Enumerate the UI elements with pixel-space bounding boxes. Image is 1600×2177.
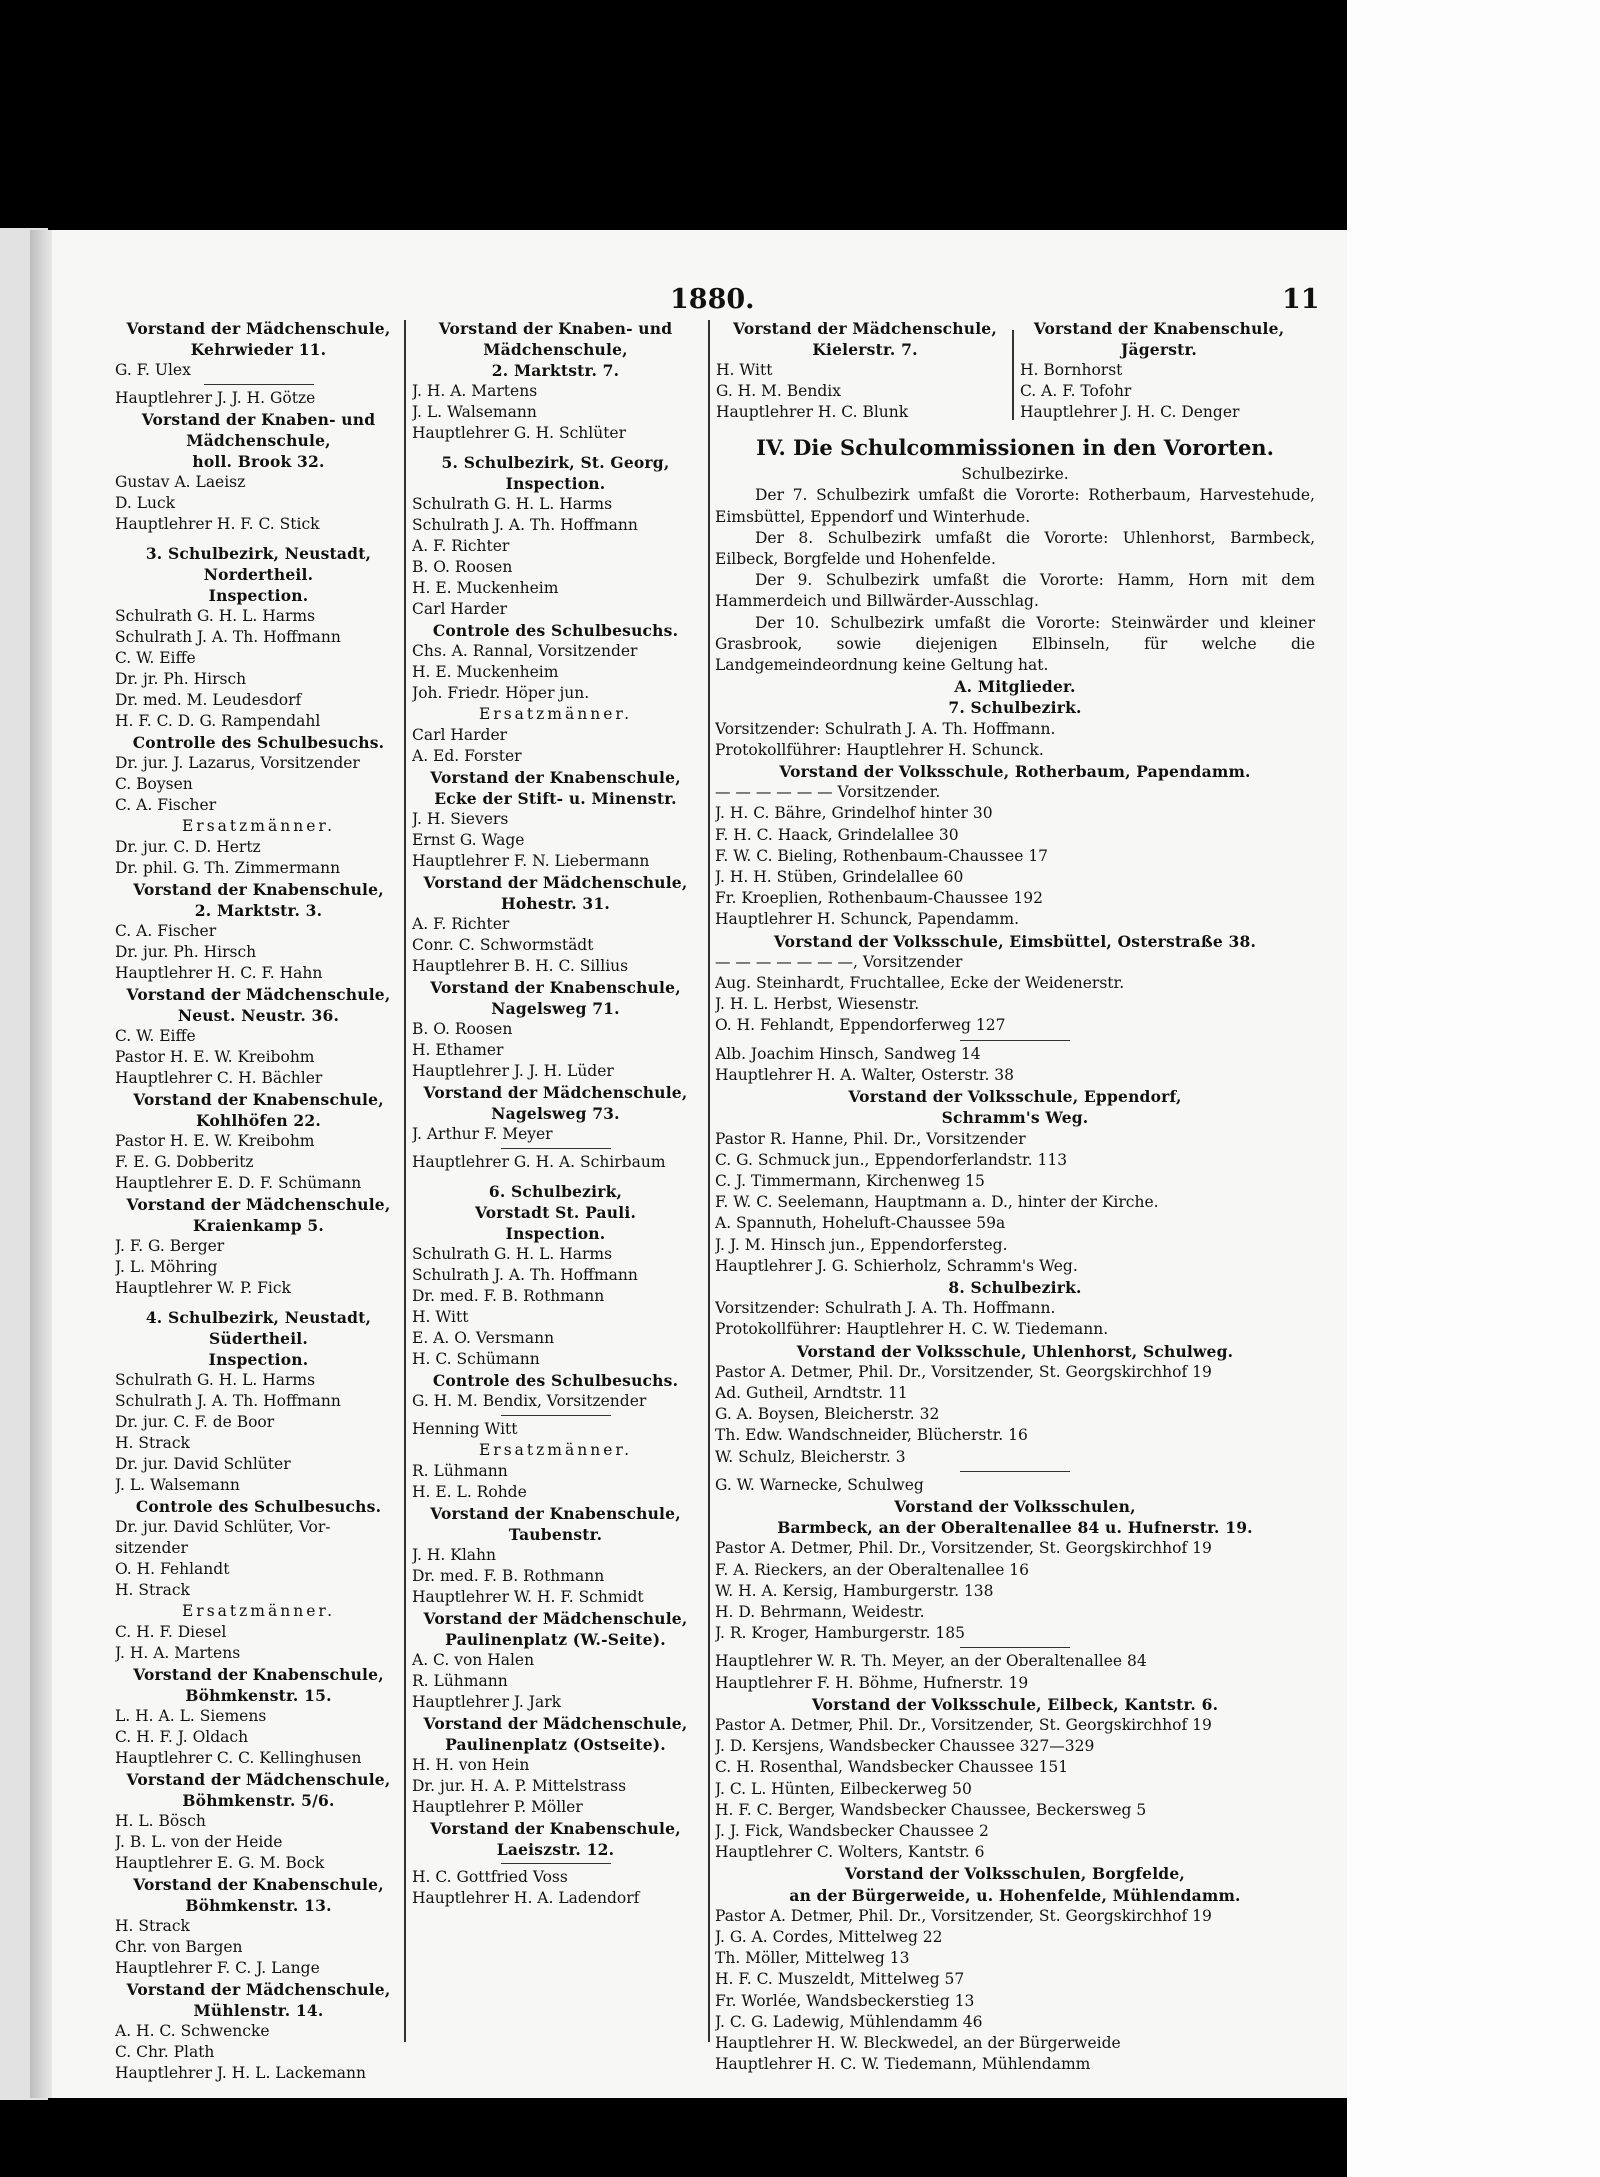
entry-line: B. O. Roosen — [412, 1020, 513, 1038]
section-heading: Inspection. — [208, 586, 309, 605]
entry-line: Hauptlehrer B. H. C. Sillius — [412, 957, 629, 975]
entry-line: Fr. Worlée, Wandsbeckerstieg 13 — [715, 1991, 975, 2010]
section-heading: Laeiszstr. 12. — [496, 1840, 615, 1859]
entry-line: O. H. Fehlandt — [115, 1560, 230, 1578]
entry-line: J. D. Kersjens, Wandsbecker Chaussee 327—329 — [715, 1737, 1095, 1756]
subheading: Ersatzmänner. — [181, 1602, 336, 1620]
entry-line: Fr. Kroeplien, Rothenbaum-Chaussee 192 — [715, 889, 1043, 908]
column-4 — [1020, 318, 1298, 423]
entry-line: Conr. C. Schwormstädt — [412, 936, 594, 954]
section-heading: Schramm's Weg. — [941, 1108, 1089, 1128]
entry-line: J. L. Walsemann — [115, 1476, 240, 1494]
entry-line: W. Schulz, Bleicherstr. 3 — [715, 1447, 906, 1466]
entry-line: Hauptlehrer G. H. A. Schirbaum — [412, 1153, 666, 1171]
entry-line: F. E. G. Dobberitz — [115, 1153, 254, 1171]
entry-line: — — — — — — Vorsitzender. — [715, 783, 941, 802]
section-heading: Vorstand der Volksschule, Eppendorf, — [848, 1087, 1182, 1107]
entry-line: Dr. jur. C. F. de Boor — [115, 1413, 275, 1431]
section-heading: Kohlhöfen 22. — [196, 1111, 321, 1130]
paragraph: Der 9. Schulbezirk umfaßt die Vororte: Hamm, Horn mit dem Hammerdeich und Billwärder-Ausschlag. — [715, 571, 1315, 611]
section-heading: Vorstand der Volksschule, Uhlenhorst, Schulweg. — [796, 1341, 1234, 1361]
entry-line: E. A. O. Versmann — [412, 1329, 555, 1347]
column-divider — [404, 320, 406, 2042]
section-heading: Vorstand der Knaben- und — [141, 410, 376, 429]
entry-line: J. C. L. Hünten, Eilbeckerweg 50 — [715, 1779, 972, 1798]
entry-line: H. H. von Hein — [412, 1756, 530, 1774]
entry-line: Dr. jur. Ph. Hirsch — [115, 943, 257, 961]
entry-line: C. A. Fischer — [115, 922, 217, 940]
section-heading: Vorstand der Knabenschule, — [133, 1875, 384, 1894]
entry-line: sitzender — [115, 1539, 188, 1557]
section-heading: Controlle des Schulbesuchs. — [132, 733, 385, 752]
section-heading: Nordertheil. — [203, 565, 314, 584]
section-heading: Vorstand der Volksschule, Rotherbaum, Papendamm. — [779, 762, 1251, 782]
section-heading: Controle des Schulbesuchs. — [135, 1497, 382, 1516]
entry-line: Pastor A. Detmer, Phil. Dr., Vorsitzender, St. Georgskirchhof 19 — [715, 1362, 1212, 1381]
entry-line: J. C. G. Ladewig, Mühlendamm 46 — [715, 2012, 983, 2031]
entry-line: — — — — — — —, Vorsitzender — [715, 952, 963, 971]
section-heading: Vorstand der Mädchenschule, — [423, 1083, 688, 1102]
entry-line: H. Strack — [115, 1434, 190, 1452]
spacer — [412, 444, 699, 452]
entry-line: Dr. jur. David Schlüter — [115, 1455, 291, 1473]
entry-line: Schulrath G. H. L. Harms — [115, 607, 316, 625]
section-heading: Vorstand der Knabenschule, — [430, 1504, 681, 1523]
section-heading: Taubenstr. — [508, 1525, 603, 1544]
entry-line: Hauptlehrer H. C. W. Tiedemann, Mühlendamm — [715, 2055, 1091, 2074]
section-heading: Böhmkenstr. 5/6. — [182, 1791, 335, 1810]
section-heading: Vorstand der Mädchenschule, — [126, 1770, 391, 1789]
entry-line: H. C. Schümann — [412, 1350, 540, 1368]
section-heading: 4. Schulbezirk, Neustadt, — [145, 1308, 372, 1327]
entry-line: Vorsitzender: Schulrath J. A. Th. Hoffmann. — [715, 1299, 1056, 1318]
section-heading: Paulinenplatz (Ostseite). — [445, 1735, 666, 1754]
section-heading: Böhmkenstr. 13. — [185, 1896, 332, 1915]
entry-line: C. H. F. Diesel — [115, 1623, 227, 1641]
entry-line: Protokollführer: Hauptlehrer H. C. W. Tiedemann. — [715, 1320, 1109, 1339]
section-heading: Vorstand der Volksschulen, — [894, 1496, 1136, 1516]
spacer — [115, 1299, 402, 1307]
section-heading: Nagelsweg 73. — [491, 1104, 620, 1123]
section-heading: Vorstand der Knabenschule, — [133, 1090, 384, 1109]
section-heading: Controle des Schulbesuchs. — [432, 1371, 679, 1390]
entry-line: Chs. A. Rannal, Vorsitzender — [412, 642, 638, 660]
entry-line: Hauptlehrer C. Wolters, Kantstr. 6 — [715, 1843, 985, 1862]
entry-line: C. W. Eiffe — [115, 649, 196, 667]
entry-line: Hauptlehrer J. J. H. Götze — [115, 389, 316, 407]
entry-line: H. F. C. Berger, Wandsbecker Chaussee, Beckersweg 5 — [715, 1800, 1147, 1819]
page-number: 11 — [1282, 284, 1320, 315]
entry-line: Dr. jur. J. Lazarus, Vorsitzender — [115, 754, 360, 772]
entry-line: J. H. Klahn — [412, 1546, 496, 1564]
entry-line: Henning Witt — [412, 1420, 518, 1438]
column-divider — [708, 320, 710, 2042]
entry-line: Hauptlehrer F. C. J. Lange — [115, 1959, 320, 1977]
scan-margin — [1347, 0, 1600, 2177]
section-heading: Böhmkenstr. 15. — [185, 1686, 332, 1705]
entry-line: H. E. Muckenheim — [412, 579, 559, 597]
section-heading: Kielerstr. 7. — [812, 340, 918, 359]
entry-line: Hauptlehrer E. D. F. Schümann — [115, 1174, 362, 1192]
entry-line: Hauptlehrer P. Möller — [412, 1798, 583, 1816]
entry-line: O. H. Fehlandt, Eppendorferweg 127 — [715, 1016, 1006, 1035]
entry-line: J. Arthur F. Meyer — [412, 1125, 553, 1143]
entry-line: C. A. F. Tofohr — [1020, 382, 1132, 400]
entry-line: F. H. C. Haack, Grindelallee 30 — [715, 825, 959, 844]
section-iv — [715, 433, 1315, 2075]
section-heading: Vorstand der Knabenschule, — [1033, 319, 1285, 338]
separator-rule — [960, 1647, 1070, 1648]
entry-line: H. E. L. Rohde — [412, 1483, 527, 1501]
entry-line: Alb. Joachim Hinsch, Sandweg 14 — [715, 1044, 981, 1063]
entry-line: J. J. M. Hinsch jun., Eppendorfersteg. — [715, 1235, 1008, 1254]
section-heading: Vorstand der Volksschule, Eimsbüttel, Osterstraße 38. — [773, 931, 1257, 951]
entry-line: Pastor R. Hanne, Phil. Dr., Vorsitzender — [715, 1129, 1026, 1148]
entry-line: Schulrath G. H. L. Harms — [412, 495, 613, 513]
entry-line: Pastor A. Detmer, Phil. Dr., Vorsitzender, St. Georgskirchhof 19 — [715, 1906, 1212, 1925]
section-heading: Vorstand der Knabenschule, — [430, 768, 681, 787]
entry-line: J. G. A. Cordes, Mittelweg 22 — [715, 1928, 943, 1947]
entry-line: Schulrath G. H. L. Harms — [115, 1371, 316, 1389]
entry-line: F. W. C. Bieling, Rothenbaum-Chaussee 17 — [715, 846, 1049, 865]
section-heading: Vorstand der Knabenschule, — [430, 1819, 681, 1838]
entry-line: F. W. C. Seelemann, Hauptmann a. D., hinter der Kirche. — [715, 1193, 1159, 1212]
section-heading: Vorstand der Mädchenschule, — [423, 1609, 688, 1628]
entry-line: A. Spannuth, Hoheluft-Chaussee 59a — [715, 1214, 1006, 1233]
entry-line: G. A. Boysen, Bleicherstr. 32 — [715, 1405, 940, 1424]
section-heading: Jägerstr. — [1120, 340, 1198, 359]
entry-line: C. H. F. J. Oldach — [115, 1728, 249, 1746]
chapter-title: IV. Die Schulcommissionen in den Vororten. — [756, 435, 1274, 460]
entry-line: Hauptlehrer W. H. F. Schmidt — [412, 1588, 644, 1606]
entry-line: H. Witt — [412, 1308, 469, 1326]
entry-line: C. Chr. Plath — [115, 2043, 215, 2061]
section-heading: Vorstand der Volksschule, Eilbeck, Kantstr. 6. — [811, 1694, 1219, 1714]
entry-line: Schulrath G. H. L. Harms — [412, 1245, 613, 1263]
entry-line: A. F. Richter — [412, 915, 510, 933]
entry-line: J. H. C. Bähre, Grindelhof hinter 30 — [715, 804, 993, 823]
entry-line: J. J. Fick, Wandsbecker Chaussee 2 — [715, 1822, 989, 1840]
section-heading: 2. Marktstr. 3. — [194, 901, 323, 920]
entry-line: Pastor H. E. W. Kreibohm — [115, 1048, 315, 1066]
section-heading: Kehrwieder 11. — [190, 340, 327, 359]
section-heading: Inspection. — [505, 1224, 606, 1243]
entry-line: C. G. Schmuck jun., Eppendorferlandstr. 113 — [715, 1150, 1068, 1169]
entry-line: Th. Möller, Mittelweg 13 — [715, 1949, 910, 1968]
section-heading: Hohestr. 31. — [501, 894, 610, 913]
entry-line: J. L. Walsemann — [412, 403, 537, 421]
entry-line: L. H. A. L. Siemens — [115, 1707, 267, 1725]
entry-line: Dr. jur. H. A. P. Mittelstrass — [412, 1777, 627, 1795]
entry-line: Carl Harder — [412, 600, 508, 618]
entry-line: Hauptlehrer H. C. Blunk — [716, 403, 909, 421]
entry-line: Ernst G. Wage — [412, 831, 525, 849]
entry-line: A. C. von Halen — [412, 1651, 535, 1669]
entry-line: Aug. Steinhardt, Fruchtallee, Ecke der Weidenerstr. — [715, 974, 1125, 993]
entry-line: Pastor A. Detmer, Phil. Dr., Vorsitzender, St. Georgskirchhof 19 — [715, 1715, 1212, 1734]
section-heading: 8. Schulbezirk. — [948, 1277, 1082, 1297]
entry-line: Th. Edw. Wandschneider, Blücherstr. 16 — [715, 1426, 1028, 1445]
section-heading: Vorstand der Knabenschule, — [430, 978, 681, 997]
entry-line: Dr. jur. David Schlüter, Vor- — [115, 1518, 331, 1536]
entry-line: H. L. Bösch — [115, 1812, 206, 1830]
entry-line: Pastor A. Detmer, Phil. Dr., Vorsitzender, St. Georgskirchhof 19 — [715, 1539, 1212, 1558]
entry-line: Hauptlehrer J. H. L. Lackemann — [115, 2064, 366, 2082]
entry-line: H. D. Behrmann, Weidestr. — [715, 1602, 925, 1621]
entry-line: Protokollführer: Hauptlehrer H. Schunck. — [715, 740, 1044, 759]
subheading: Ersatzmänner. — [478, 1441, 633, 1459]
section-heading: Mädchenschule, — [186, 431, 331, 450]
entry-line: Hauptlehrer H. W. Bleckwedel, an der Bürgerweide — [715, 2034, 1121, 2053]
entry-line: C. W. Eiffe — [115, 1027, 196, 1045]
entry-line: Carl Harder — [412, 726, 508, 744]
entry-line: Dr. med. F. B. Rothmann — [412, 1287, 605, 1305]
section-heading: 5. Schulbezirk, St. Georg, — [441, 453, 670, 472]
entry-line: A. F. Richter — [412, 537, 510, 555]
section-heading: Vorstand der Knaben- und — [438, 319, 673, 338]
section-heading: 7. Schulbezirk. — [948, 698, 1082, 718]
section-heading: 6. Schulbezirk, — [488, 1182, 623, 1201]
entry-line: Joh. Friedr. Höper jun. — [412, 684, 590, 702]
entry-line: Hauptlehrer H. Schunck, Papendamm. — [715, 910, 1020, 929]
separator-rule — [501, 1863, 611, 1864]
subheading: Ersatzmänner. — [181, 817, 336, 835]
entry-line: H. Bornhorst — [1020, 361, 1123, 379]
entry-line: C. J. Timmermann, Kirchenweg 15 — [715, 1171, 985, 1190]
entry-line: Schulrath J. A. Th. Hoffmann — [412, 1266, 638, 1284]
separator-rule — [204, 384, 314, 385]
paragraph: Der 8. Schulbezirk umfaßt die Vororte: Uhlenhorst, Barmbeck, Eilbeck, Borgfelde und Hohenfelde. — [715, 528, 1315, 569]
entry-line: W. H. A. Kersig, Hamburgerstr. 138 — [715, 1581, 994, 1600]
entry-line: Hauptlehrer G. H. Schlüter — [412, 424, 627, 442]
entry-line: Hauptlehrer H. C. F. Hahn — [115, 964, 323, 982]
section-heading: Mühlenstr. 14. — [193, 2001, 324, 2020]
section-heading: Ecke der Stift- u. Minenstr. — [434, 789, 677, 808]
entry-line: R. Lühmann — [412, 1462, 508, 1480]
entry-line: H. Witt — [716, 361, 773, 379]
spacer — [115, 535, 402, 543]
entry-line: Hauptlehrer J. Jark — [412, 1693, 562, 1711]
separator-rule — [960, 1471, 1070, 1472]
entry-line: J. R. Kroger, Hamburgerstr. 185 — [715, 1624, 965, 1643]
entry-line: Dr. jur. C. D. Hertz — [115, 838, 261, 856]
section-heading: Vorstadt St. Pauli. — [474, 1203, 637, 1222]
entry-line: Hauptlehrer E. G. M. Bock — [115, 1854, 325, 1872]
entry-line: Hauptlehrer H. F. C. Stick — [115, 515, 320, 533]
section-heading: Südertheil. — [209, 1329, 308, 1348]
entry-line: Hauptlehrer J. H. C. Denger — [1020, 403, 1240, 421]
section-heading: Neust. Neustr. 36. — [177, 1006, 340, 1025]
entry-line: Hauptlehrer J. G. Schierholz, Schramm's Weg. — [715, 1256, 1078, 1275]
entry-line: J. H. L. Herbst, Wiesenstr. — [715, 995, 920, 1014]
entry-line: H. C. Gottfried Voss — [412, 1868, 568, 1886]
entry-line: J. H. A. Martens — [115, 1644, 241, 1662]
entry-line: H. F. C. Muszeldt, Mittelweg 57 — [715, 1970, 965, 1989]
section-heading: an der Bürgerweide, u. Hohenfelde, Mühlendamm. — [789, 1885, 1241, 1905]
section-heading: A. Mitglieder. — [954, 677, 1076, 697]
section-heading: 3. Schulbezirk, Neustadt, — [145, 544, 372, 563]
entry-line: G. H. M. Bendix, Vorsitzender — [412, 1392, 647, 1410]
section-heading: Vorstand der Volksschulen, Borgfelde, — [845, 1864, 1185, 1884]
entry-line: Chr. von Bargen — [115, 1938, 243, 1956]
separator-rule — [960, 1040, 1070, 1041]
section-heading: Vorstand der Mädchenschule, — [126, 319, 391, 338]
section-heading: Vorstand der Mädchenschule, — [733, 319, 997, 338]
column-3 — [716, 318, 1014, 423]
entry-line: C. H. Rosenthal, Wandsbecker Chaussee 151 — [715, 1758, 1069, 1777]
entry-line: J. B. L. von der Heide — [115, 1833, 283, 1851]
entry-line: Schulrath J. A. Th. Hoffmann — [412, 516, 638, 534]
page-year: 1880. — [670, 284, 755, 315]
entry-line: Hauptlehrer C. C. Kellinghusen — [115, 1749, 362, 1767]
section-heading: Vorstand der Mädchenschule, — [423, 873, 688, 892]
entry-line: Hauptlehrer H. A. Ladendorf — [412, 1889, 640, 1907]
paragraph: Der 7. Schulbezirk umfaßt die Vororte: Rotherbaum, Harvestehude, Eimsbüttel, Eppendorf und Winterhude. — [715, 486, 1315, 526]
entry-line: C. Boysen — [115, 775, 193, 793]
subheading: Ersatzmänner. — [478, 705, 633, 723]
entry-line: Hauptlehrer F. H. Böhme, Hufnerstr. 19 — [715, 1673, 1029, 1692]
entry-line: G. F. Ulex — [115, 361, 191, 379]
entry-line: Dr. jr. Ph. Hirsch — [115, 670, 247, 688]
entry-line: Hauptlehrer W. R. Th. Meyer, an der Oberaltenallee 84 — [715, 1652, 1147, 1671]
section-heading: Vorstand der Mädchenschule, — [126, 1980, 391, 1999]
entry-line: Gustav A. Laeisz — [115, 473, 246, 491]
column-1 — [115, 318, 402, 2084]
entry-line: Dr. phil. G. Th. Zimmermann — [115, 859, 341, 877]
separator-rule — [501, 1415, 611, 1416]
section-heading: Mädchenschule, — [483, 340, 628, 359]
paragraph: Der 10. Schulbezirk umfaßt die Vororte: Steinwärder und kleiner Grasbrook, sowie diejenigen Elbinseln, für welche die Landgemeindeordnung keine Geltung hat. — [715, 613, 1315, 675]
column-2 — [412, 318, 699, 1909]
entry-line: A. H. C. Schwencke — [115, 2022, 270, 2040]
spacer — [412, 1173, 699, 1181]
entry-line: Vorsitzender: Schulrath J. A. Th. Hoffmann. — [715, 719, 1056, 738]
entry-line: Hauptlehrer J. J. H. Lüder — [412, 1062, 614, 1080]
entry-line: Hauptlehrer F. N. Liebermann — [412, 852, 650, 870]
entry-line: F. A. Rieckers, an der Oberaltenallee 16 — [715, 1560, 1030, 1579]
entry-line: Ad. Gutheil, Arndtstr. 11 — [715, 1383, 908, 1402]
section-heading: Inspection. — [208, 1350, 309, 1369]
entry-line: H. E. Muckenheim — [412, 663, 559, 681]
entry-line: J. L. Möhring — [115, 1258, 218, 1276]
entry-line: Hauptlehrer W. P. Fick — [115, 1279, 291, 1297]
caption: Schulbezirke. — [961, 465, 1069, 484]
entry-line: Hauptlehrer H. A. Walter, Osterstr. 38 — [715, 1065, 1015, 1084]
entry-line: A. Ed. Forster — [412, 747, 522, 765]
entry-line: H. Strack — [115, 1581, 190, 1599]
entry-line: H. F. C. D. G. Rampendahl — [115, 712, 321, 730]
entry-line: Dr. med. F. B. Rothmann — [412, 1567, 605, 1585]
section-heading: 2. Marktstr. 7. — [491, 361, 620, 380]
section-heading: Vorstand der Mädchenschule, — [126, 1195, 391, 1214]
section-heading: Kraienkamp 5. — [193, 1216, 324, 1235]
entry-line: Schulrath J. A. Th. Hoffmann — [115, 628, 341, 646]
section-heading: Controle des Schulbesuchs. — [432, 621, 679, 640]
entry-line: B. O. Roosen — [412, 558, 513, 576]
entry-line: H. Strack — [115, 1917, 190, 1935]
entry-line: Dr. med. M. Leudesdorf — [115, 691, 302, 709]
section-heading: Inspection. — [505, 474, 606, 493]
entry-line: J. H. H. Stüben, Grindelallee 60 — [715, 868, 964, 887]
entry-line: C. A. Fischer — [115, 796, 217, 814]
entry-line: J. F. G. Berger — [115, 1237, 225, 1255]
section-heading: Vorstand der Mädchenschule, — [423, 1714, 688, 1733]
section-heading: Paulinenplatz (W.-Seite). — [445, 1630, 666, 1649]
entry-line: D. Luck — [115, 494, 176, 512]
entry-line: H. Ethamer — [412, 1041, 504, 1059]
entry-line: G. W. Warnecke, Schulweg — [715, 1475, 924, 1494]
separator-rule — [501, 1148, 611, 1149]
section-heading: Nagelsweg 71. — [491, 999, 620, 1018]
section-heading: Barmbeck, an der Oberaltenallee 84 u. Hufnerstr. 19. — [777, 1518, 1253, 1538]
entry-line: Hauptlehrer C. H. Bächler — [115, 1069, 323, 1087]
section-heading: Vorstand der Mädchenschule, — [126, 985, 391, 1004]
entry-line: Schulrath J. A. Th. Hoffmann — [115, 1392, 341, 1410]
entry-line: Pastor H. E. W. Kreibohm — [115, 1132, 315, 1150]
entry-line: G. H. M. Bendix — [716, 382, 841, 400]
section-heading: Vorstand der Knabenschule, — [133, 880, 384, 899]
entry-line: J. H. Sievers — [412, 810, 509, 828]
section-heading: Vorstand der Knabenschule, — [133, 1665, 384, 1684]
entry-line: J. H. A. Martens — [412, 382, 538, 400]
section-heading: holl. Brook 32. — [192, 452, 325, 471]
entry-line: R. Lühmann — [412, 1672, 508, 1690]
